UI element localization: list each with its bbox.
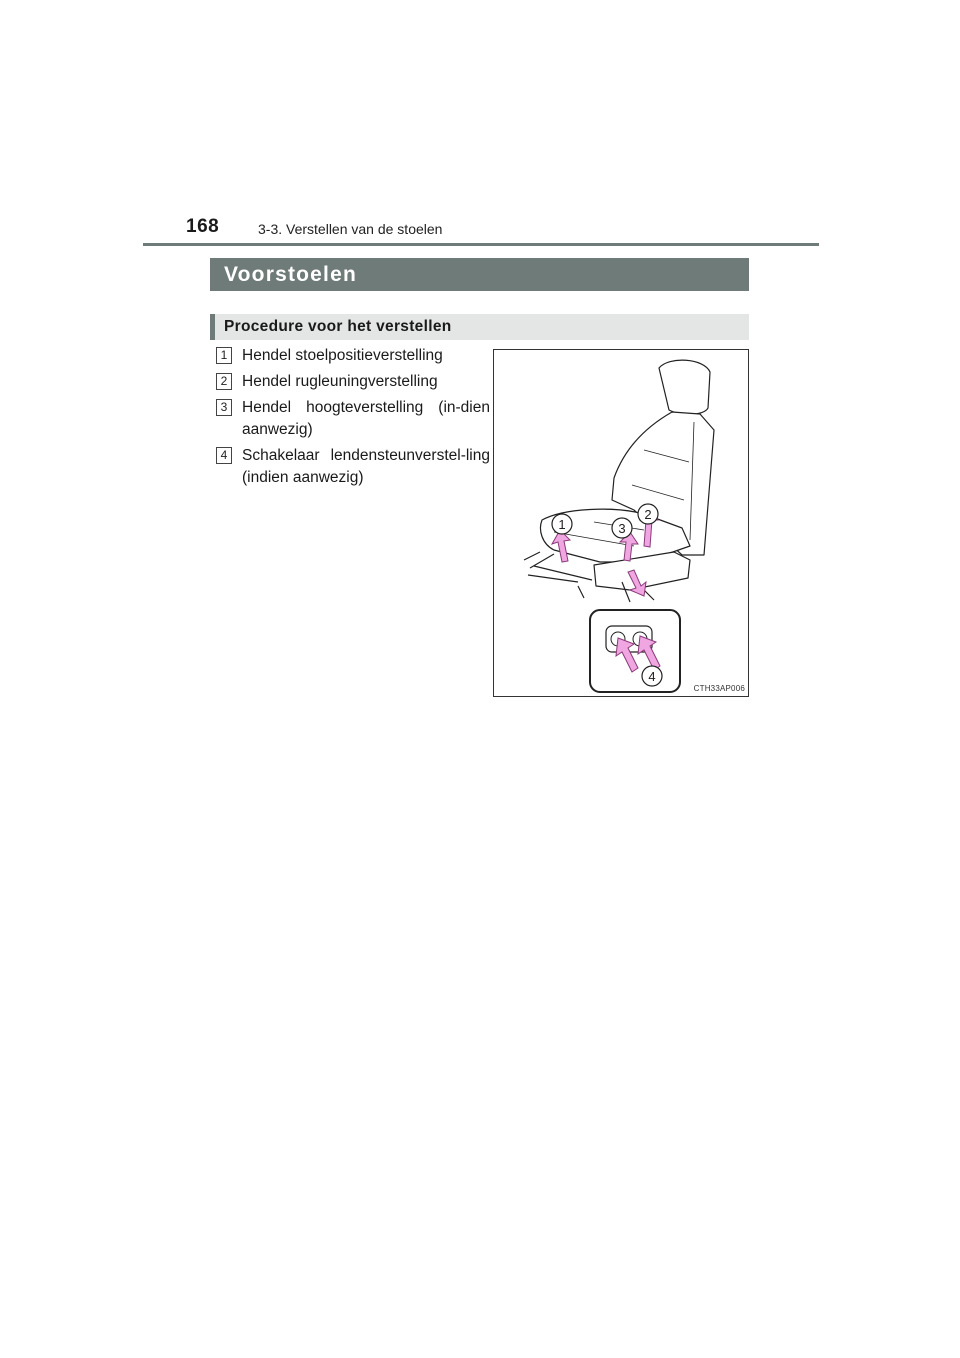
section-title: Voorstoelen <box>224 263 357 286</box>
breadcrumb: 3-3. Verstellen van de stoelen <box>258 221 443 237</box>
seat-illustration <box>493 349 749 697</box>
subsection-accent <box>210 314 215 340</box>
subsection-title: Procedure voor het verstellen <box>224 318 452 335</box>
page-number: 168 <box>186 216 220 237</box>
item-number-badge: 1 <box>216 347 232 364</box>
subsection-header <box>210 314 749 340</box>
item-number-badge: 3 <box>216 399 232 416</box>
item-number-badge: 4 <box>216 447 232 464</box>
callout-4: 4 <box>648 669 656 684</box>
seat-drawing <box>494 350 750 698</box>
callout-2: 2 <box>644 507 652 522</box>
list-item-text: Hendel stoelpositieverstelling <box>242 347 443 364</box>
callout-3: 3 <box>618 521 626 536</box>
section-header <box>210 258 749 291</box>
list-item-text: Hendel rugleuningverstelling <box>242 373 438 390</box>
headrest <box>659 360 710 414</box>
callout-1: 1 <box>558 517 566 532</box>
figure-code: CTH33AP006 <box>693 684 745 693</box>
item-number-badge: 2 <box>216 373 232 390</box>
list-item-text: Hendel hoogteverstelling (in-dien aanwezig) <box>242 399 490 438</box>
header-divider <box>143 243 819 246</box>
list-item-text: Schakelaar lendensteunverstel-ling (indien aanwezig) <box>242 447 490 486</box>
